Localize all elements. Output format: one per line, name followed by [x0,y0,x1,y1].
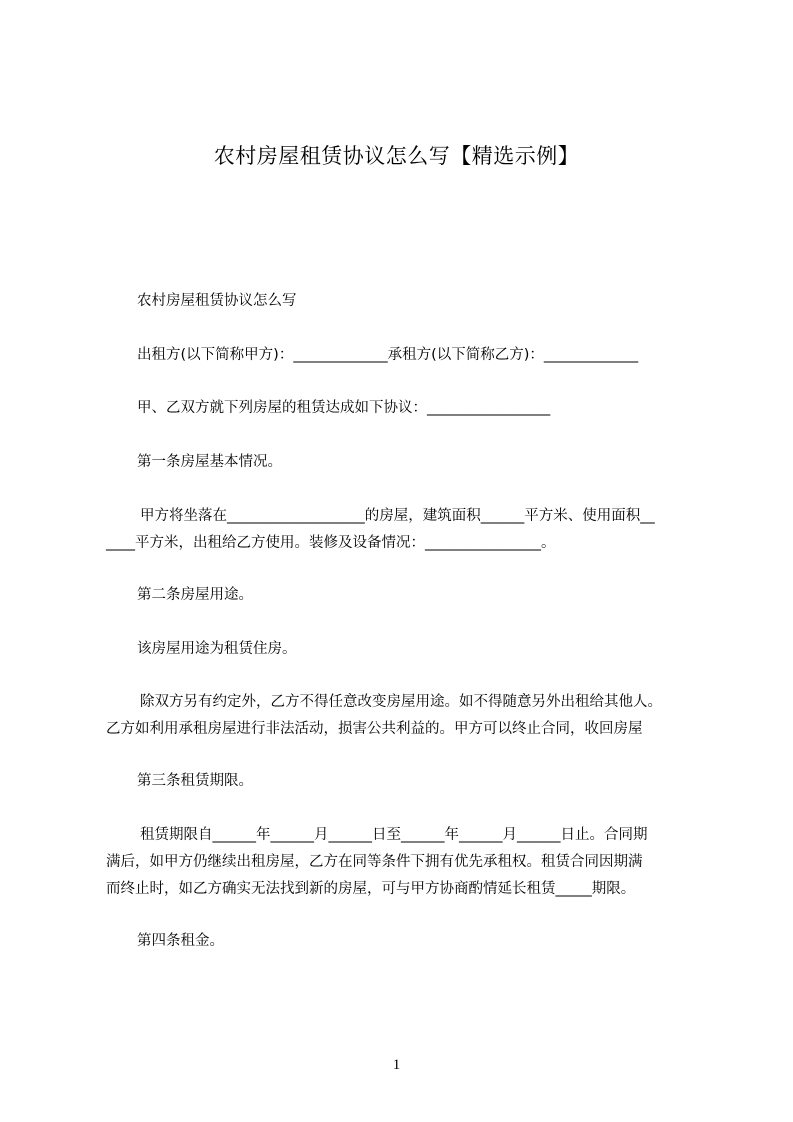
page-number: 1 [392,1057,401,1073]
article-3-body-line-2: 满后，如甲方仍继续出租房屋，乙方在同等条件下拥有优先承租权。租赁合同因期满 [106,854,643,870]
article-3-body-line-1: 租赁期限自______年______月______日至______年______月______日止。合同期 [140,827,648,843]
article-2-body-line-3: 乙方如利用承租房屋进行非法活动，损害公共利益的。甲方可以终止合同，收回房屋 [106,721,643,737]
article-1-body-line-1: 甲方将坐落在___________________的房屋，建筑面积______平方米、使用面积__ [140,508,655,524]
agreement-intro-line: 甲、乙双方就下列房屋的租赁达成如下协议：_________________ [137,400,551,416]
article-4-heading: 第四条租金。 [137,933,224,949]
parties-line: 出租方(以下简称甲方)：_____________承租方(以下简称乙方)：_____________ [137,347,639,363]
article-3-heading: 第三条租赁期限。 [137,773,253,789]
article-1-heading: 第一条房屋基本情况。 [137,454,282,470]
document-title: 农村房屋租赁协议怎么写【精选示例】 [213,144,580,168]
article-1-body-line-2: ____平方米，出租给乙方使用。装修及设备情况：________________。 [106,535,556,551]
article-2-body-line-1: 该房屋用途为租赁住房。 [137,641,297,657]
article-2-body-line-2: 除双方另有约定外，乙方不得任意改变房屋用途。如不得随意另外出租给其他人。 [140,694,662,710]
subtitle-line: 农村房屋租赁协议怎么写 [137,293,297,309]
article-3-body-line-3: 而终止时，如乙方确实无法找到新的房屋，可与甲方协商酌情延长租赁_____期限。 [106,881,636,897]
article-2-heading: 第二条房屋用途。 [137,587,253,603]
